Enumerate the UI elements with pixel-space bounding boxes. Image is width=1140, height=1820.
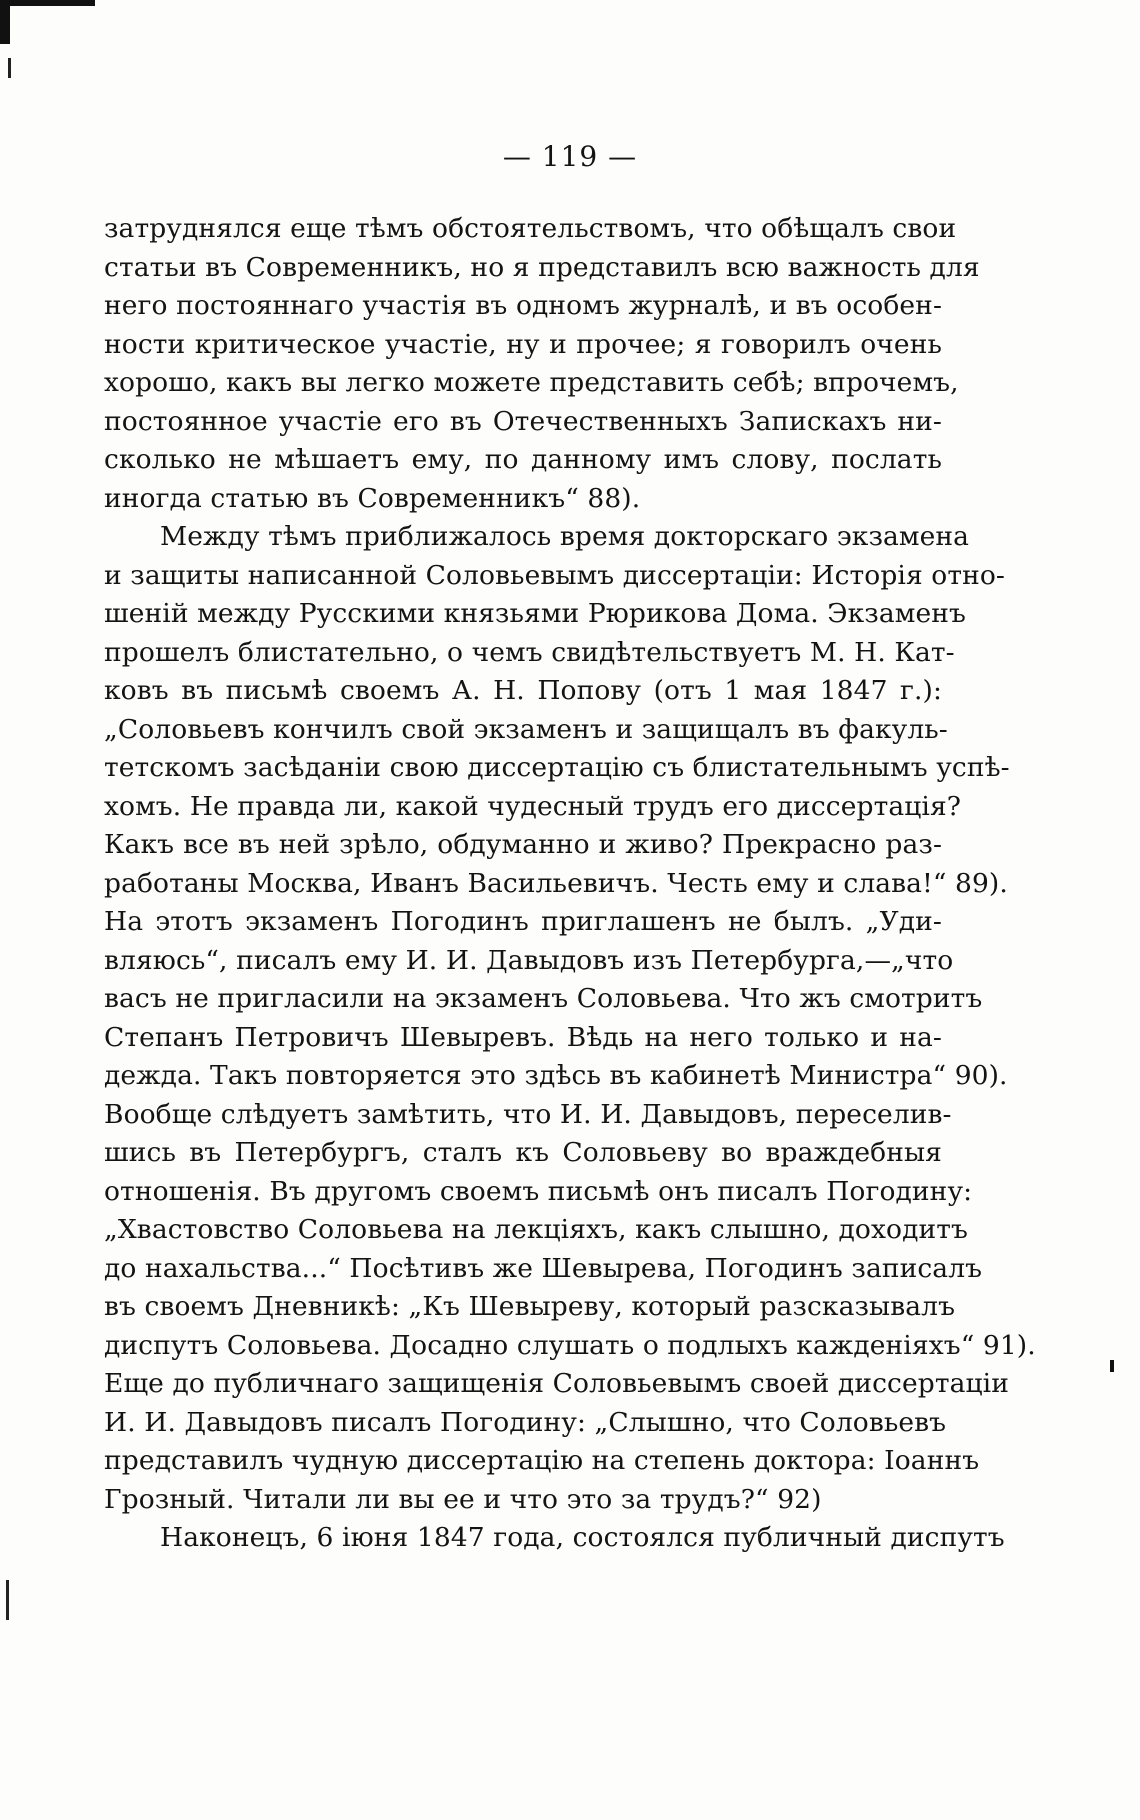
text-line: Еще до публичнаго защищенія Соловьевымъ своей диссертаціи xyxy=(104,1368,1009,1399)
text-line: затруднялся еще тѣмъ обстоятельствомъ, что обѣщалъ свои xyxy=(104,213,957,244)
text-line: работаны Москва, Иванъ Васильевичъ. Честь ему и слава!“ 89). xyxy=(104,867,1008,899)
text-line: прошелъ блистательно, о чемъ свидѣтельствуетъ М. Н. Кат- xyxy=(104,636,955,668)
text-line: Какъ все въ ней зрѣло, обдуманно и живо? Прекрасно раз- xyxy=(104,829,942,860)
corner-ink-blot xyxy=(0,0,95,6)
text-line: шись въ Петербургъ, сталъ къ Соловьеву во враждебныя xyxy=(104,1137,942,1168)
text-line: „Соловьевъ кончилъ свой экзаменъ и защищалъ въ факуль- xyxy=(104,713,948,745)
text-line: хомъ. Не правда ли, какой чудесный трудъ его диссертація? xyxy=(104,790,962,822)
text-line: дежда. Такъ повторяется это здѣсь въ кабинетѣ Министра“ 90). xyxy=(104,1060,1008,1091)
text-line: сколько не мѣшаетъ ему, по данному имъ слову, послать xyxy=(104,444,942,475)
text-line: Наконецъ, 6 іюня 1847 года, состоялся публичный диспутъ xyxy=(160,1522,1005,1553)
left-margin-mark-lower xyxy=(6,1580,9,1620)
text-line: Вообще слѣдуетъ замѣтить, что И. И. Давыдовъ, переселив- xyxy=(104,1098,952,1130)
text-line: Грозный. Читали ли вы ее и что это за трудъ?“ 92) xyxy=(104,1483,822,1515)
text-line: диспутъ Соловьева. Досадно слушать о подлыхъ кажденіяхъ“ 91). xyxy=(104,1329,1036,1361)
right-margin-speck xyxy=(1110,1360,1114,1372)
text-line: И. И. Давыдовъ писалъ Погодину: „Слышно, что Соловьевъ xyxy=(104,1406,947,1438)
text-line: статьи въ Современникъ, но я представилъ всю важность для xyxy=(104,251,980,283)
text-line: представилъ чудную диссертацію на степень доктора: Іоаннъ xyxy=(104,1445,980,1476)
text-line: въ своемъ Дневникѣ: „Къ Шевыреву, который разсказывалъ xyxy=(104,1291,956,1322)
text-line: и защиты написанной Соловьевымъ диссертаціи: Исторія отно- xyxy=(104,559,1005,591)
text-line: Степанъ Петровичъ Шевыревъ. Вѣдь на него только и на- xyxy=(104,1021,942,1053)
text-line: „Хвастовство Соловьева на лекціяхъ, какъ слышно, доходитъ xyxy=(104,1214,968,1245)
body-text xyxy=(104,210,1036,1558)
text-line: ковъ въ письмѣ своемъ А. Н. Попову (отъ 1 мая 1847 г.): xyxy=(104,675,942,706)
text-line: постоянное участіе его въ Отечественныхъ Запискахъ ни- xyxy=(104,405,942,437)
text-line: Между тѣмъ приближалось время докторскаго экзамена xyxy=(160,521,970,552)
text-line: ности критическое участіе, ну и прочее; я говорилъ очень xyxy=(104,328,942,360)
text-line: тетскомъ засѣданіи свою диссертацію съ блистательнымъ успѣ- xyxy=(104,752,1010,783)
text-line: до нахальства...“ Посѣтивъ же Шевырева, Погодинъ записалъ xyxy=(104,1252,983,1284)
corner-ink-blot-edge xyxy=(0,6,10,44)
left-margin-mark xyxy=(8,58,11,78)
page-number: — 119 — xyxy=(502,140,638,173)
text-line: хорошо, какъ вы легко можете представить себѣ; впрочемъ, xyxy=(104,367,959,398)
text-line: васъ не пригласили на экзаменъ Соловьева. Что жъ смотритъ xyxy=(104,983,983,1014)
text-line: вляюсь“, писалъ ему И. И. Давыдовъ изъ Петербурга,—„что xyxy=(104,944,954,976)
text-line: отношенія. Въ другомъ своемъ письмѣ онъ писалъ Погодину: xyxy=(104,1175,973,1207)
text-line: На этотъ экзаменъ Погодинъ приглашенъ не былъ. „Уди- xyxy=(104,906,942,937)
text-line: иногда статью въ Современникъ“ 88). xyxy=(104,482,641,514)
text-line: шеній между Русскими князьями Рюрикова Дома. Экзаменъ xyxy=(104,598,966,629)
text-line: него постояннаго участія въ одномъ журналѣ, и въ особен- xyxy=(104,290,942,321)
